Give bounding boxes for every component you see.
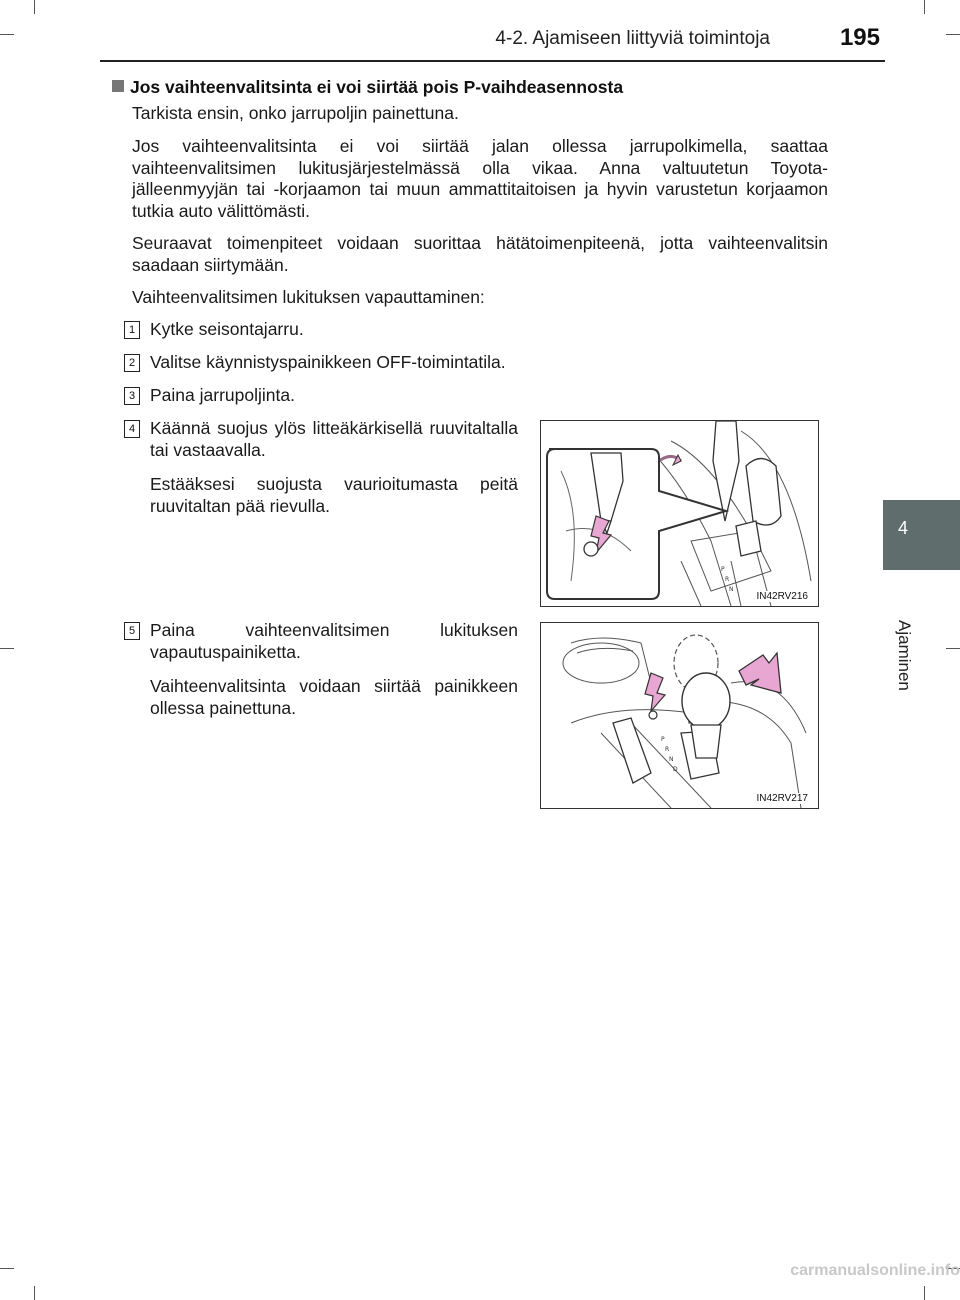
chapter-label xyxy=(886,620,916,720)
chapter-label-text: Ajaminen xyxy=(895,620,914,691)
paragraph: Jos vaihteenvalitsinta ei voi siirtää jalan ollessa jarrupolkimella, saattaa vaihteenvalitsimen lukitusjärjestelmässä olla vikaa. Anna valtuutetun Toyota-jälleenmyyjän tai -korjaamon tai muun ammattitaitoisen ja hyvin varustetun korjaamon tutkia auto välittömästi. xyxy=(132,136,828,221)
section-title: 4-2. Ajamiseen liittyviä toimintoja xyxy=(495,28,770,49)
shift-knob-icon xyxy=(682,673,730,729)
section-heading-text: Jos vaihteenvalitsinta ei voi siirtää pois P-vaihdeasennosta xyxy=(130,77,624,97)
svg-text:R: R xyxy=(665,746,670,753)
move-arrow-icon xyxy=(739,653,781,693)
paragraph: Seuraavat toimenpiteet voidaan suorittaa hätätoimenpiteenä, jotta vaihteenvalitsin saadaan siirtymään. xyxy=(132,233,828,275)
paragraph: Tarkista ensin, onko jarrupoljin painettuna. xyxy=(132,103,459,123)
svg-text:N: N xyxy=(669,756,674,763)
step-text: Valitse käynnistyspainikkeen OFF-toimintatila. xyxy=(150,352,506,372)
step-text: Käännä suojus ylös litteäkärkisellä ruuvitaltalla tai vastaavalla. xyxy=(150,418,518,460)
step-text: Kytke seisontajarru. xyxy=(150,319,304,339)
heading-square-icon xyxy=(112,80,124,92)
header-rule xyxy=(100,60,885,62)
svg-text:P: P xyxy=(721,566,725,573)
step-text: Paina jarrupoljinta. xyxy=(150,385,295,405)
watermark: carmanualsonline.info xyxy=(790,1262,960,1279)
step-note: Estääksesi suojusta vaurioitumasta peitä ruuvitaltan pää rievulla. xyxy=(150,474,518,516)
step-number: 1 xyxy=(124,321,140,339)
page-header xyxy=(0,0,960,58)
svg-text:P: P xyxy=(661,736,665,743)
crop-mark xyxy=(34,1286,35,1300)
svg-text:R: R xyxy=(725,576,730,583)
crop-mark xyxy=(946,648,960,649)
release-button-illustration xyxy=(541,623,818,808)
press-arrow-icon xyxy=(645,673,665,711)
figure-release-button xyxy=(540,622,819,809)
svg-text:N: N xyxy=(729,586,734,593)
section-heading xyxy=(112,77,623,98)
step-text-content: Paina vaihteenvalitsimen lukituksen vapautuspainiketta. xyxy=(150,620,518,662)
step-number: 3 xyxy=(124,387,140,405)
cover-icon xyxy=(584,542,598,556)
step-number: 2 xyxy=(124,354,140,372)
crop-mark xyxy=(0,648,14,649)
step-note: Vaihteenvalitsinta voidaan siirtää painikkeen ollessa painettuna. xyxy=(150,676,518,718)
shift-cover-illustration xyxy=(541,421,818,606)
figure-shift-cover xyxy=(540,420,819,607)
svg-text:D: D xyxy=(673,766,678,773)
step-number: 5 xyxy=(124,622,140,640)
figure-code: IN42RV216 xyxy=(756,591,808,602)
step-text xyxy=(150,620,518,663)
crop-mark xyxy=(924,1286,925,1300)
step-number: 4 xyxy=(124,420,140,438)
figure-code: IN42RV217 xyxy=(756,793,808,804)
release-button-icon xyxy=(649,711,657,719)
page-number: 195 xyxy=(839,24,880,51)
paragraph: Vaihteenvalitsimen lukituksen vapauttaminen: xyxy=(132,287,485,307)
chapter-tab-number: 4 xyxy=(897,518,908,538)
crop-mark xyxy=(0,1268,14,1269)
